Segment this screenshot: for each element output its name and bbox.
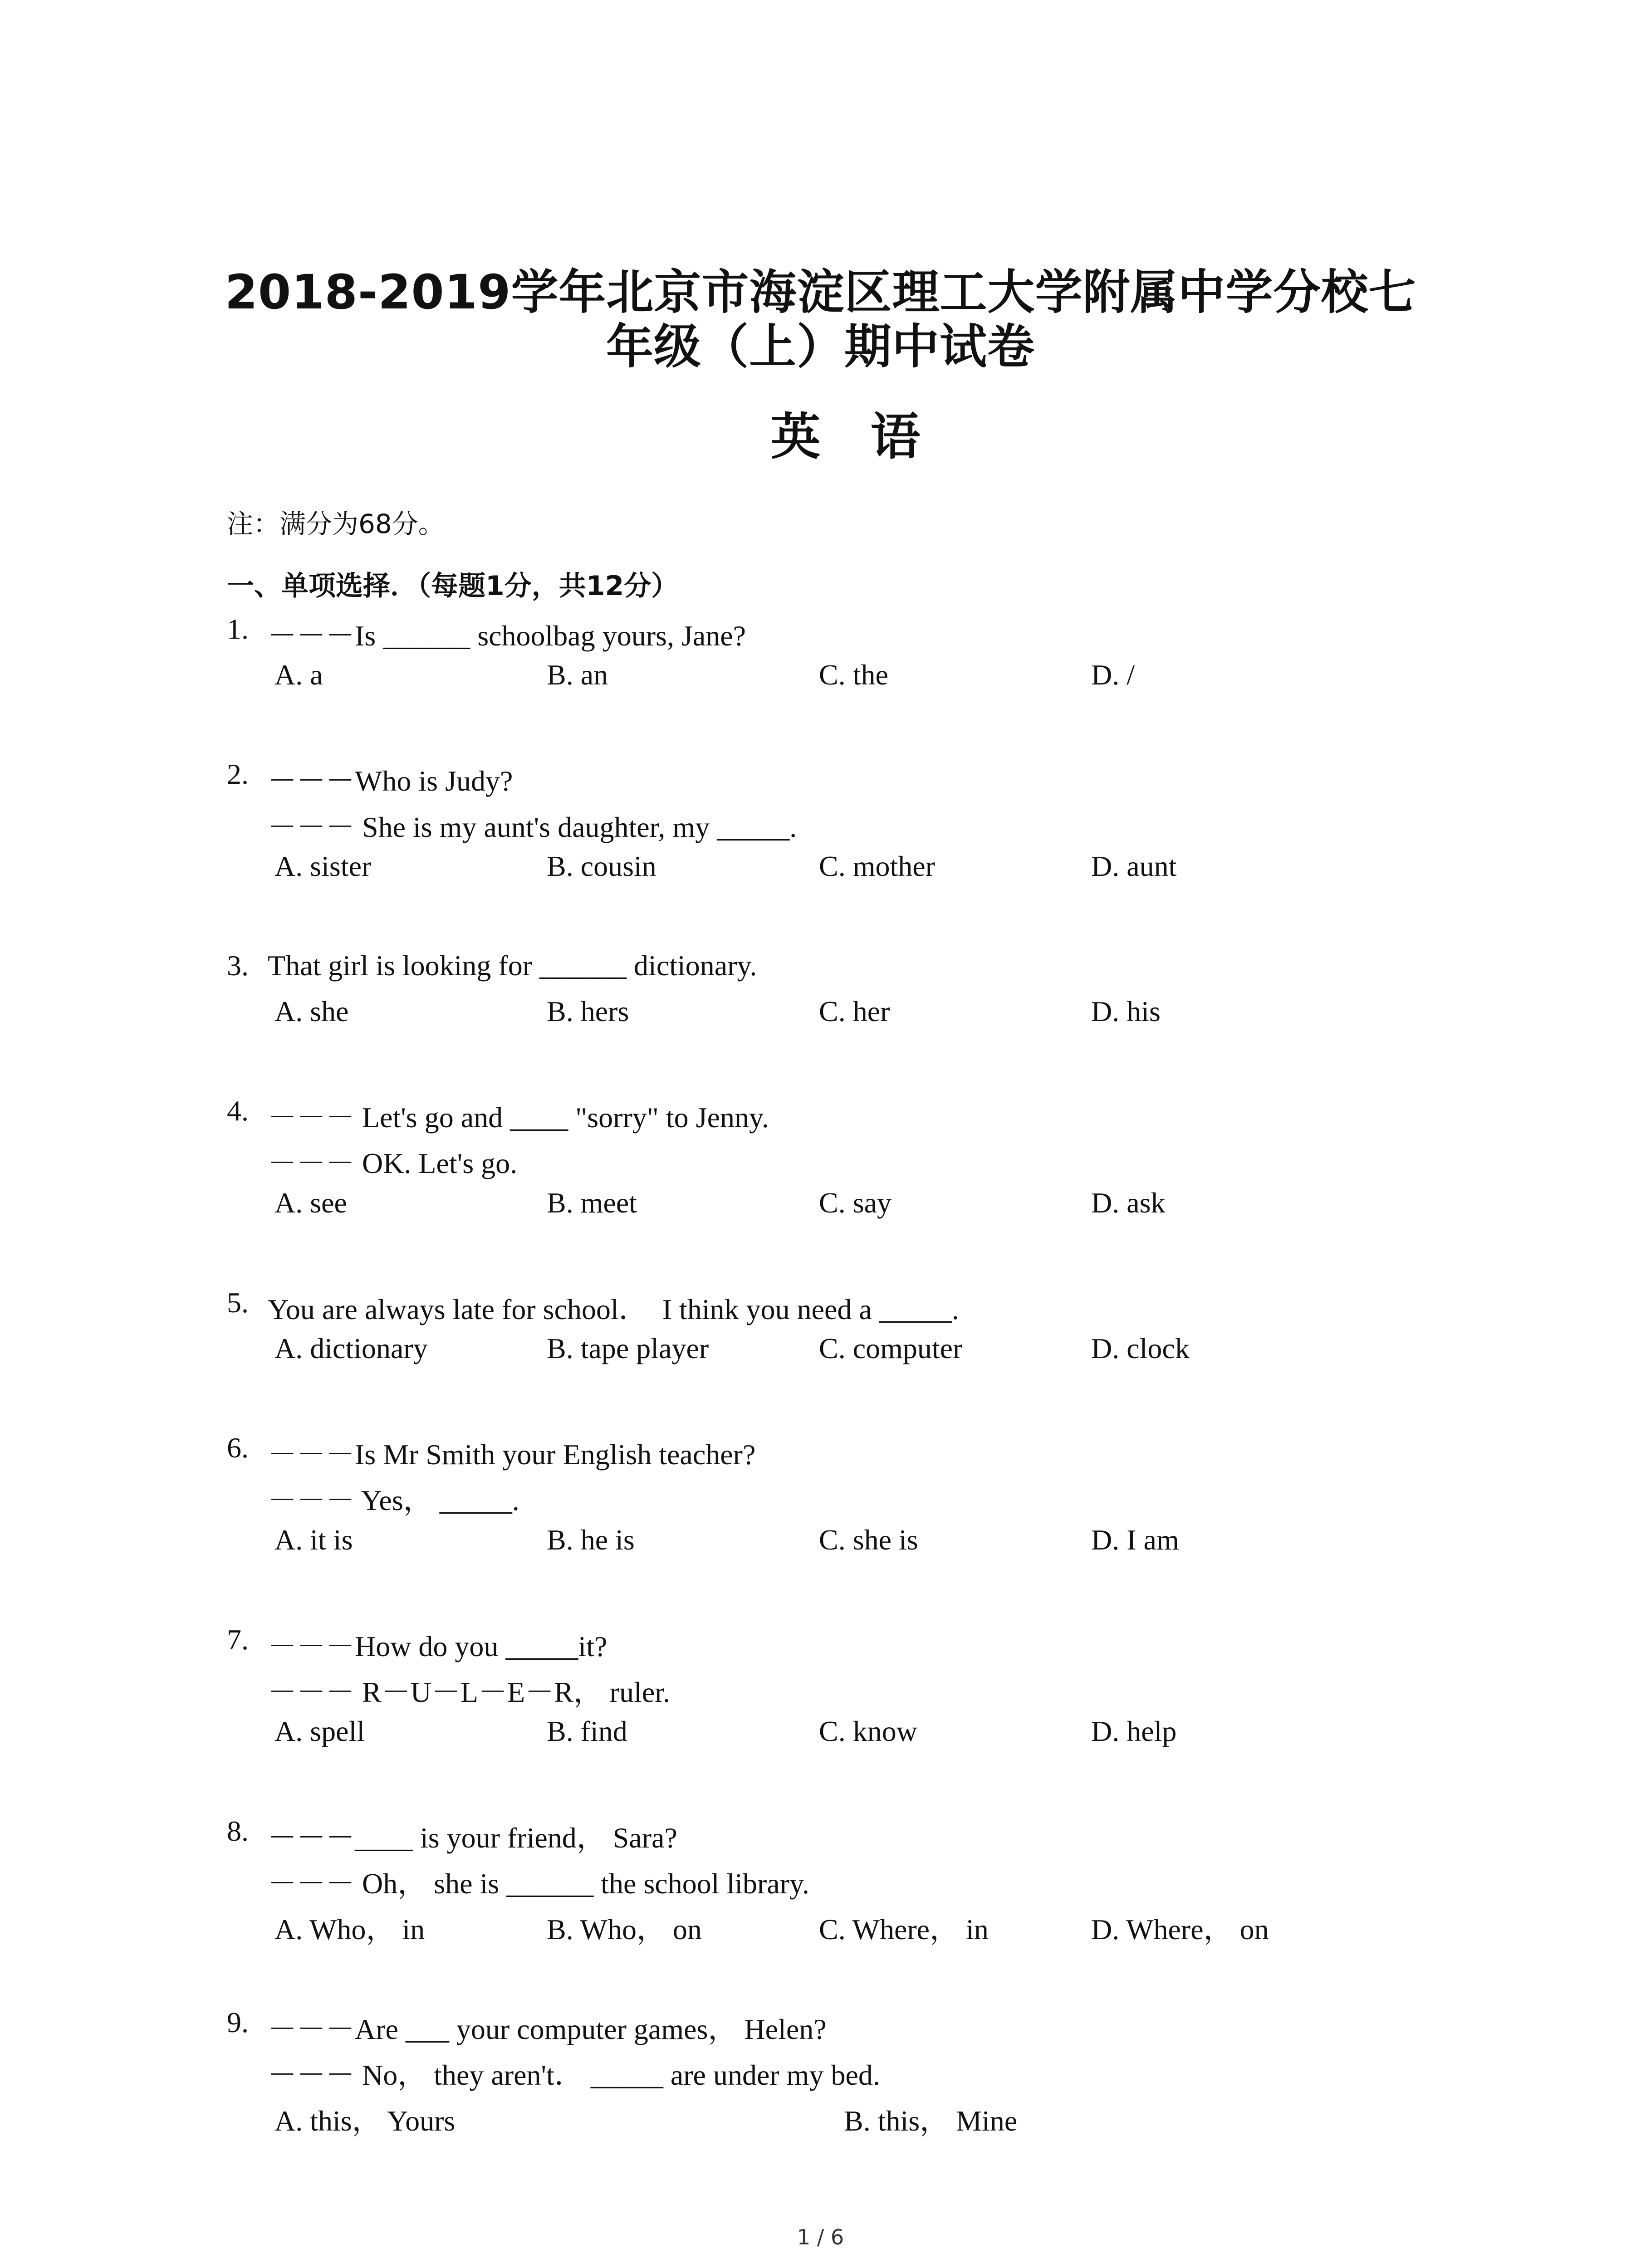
question-stem-line2: －－－ No， they aren't． _____ are under my bed. xyxy=(268,2059,880,2091)
question-stem-line2: －－－ Yes， _____. xyxy=(268,1484,519,1516)
option-c: C. her xyxy=(819,995,890,1027)
question-stem-line2: －－－ Oh， she is ______ the school library. xyxy=(268,1867,809,1900)
question-number: 9. xyxy=(227,2006,249,2038)
option-c: C. the xyxy=(819,659,888,691)
page-indicator: 1 / 6 xyxy=(797,2225,844,2249)
question-stem: You are always late for school． I think you need a _____. xyxy=(268,1293,959,1325)
option-a: A. spell xyxy=(274,1715,365,1747)
question-number: 8. xyxy=(227,1815,249,1847)
option-d: D. clock xyxy=(1091,1332,1190,1364)
question-number: 6. xyxy=(227,1432,249,1464)
question-stem-line2: －－－ R－U－L－E－R， ruler. xyxy=(268,1676,671,1708)
option-b: B. tape player xyxy=(547,1332,709,1364)
question-number: 4. xyxy=(227,1095,249,1127)
option-a: A. sister xyxy=(274,850,372,882)
question-number: 7. xyxy=(227,1623,249,1656)
option-b: B. find xyxy=(547,1715,627,1747)
option-d: D. / xyxy=(1091,659,1135,691)
question-stem: －－－How do you _____it? xyxy=(268,1630,607,1662)
question-stem: －－－ Let's go and ____ "sorry" to Jenny. xyxy=(268,1101,769,1134)
option-b: B. this， Mine xyxy=(844,2105,1018,2137)
option-a: A. it is xyxy=(274,1524,353,1556)
question-stem: －－－____ is your friend， Sara? xyxy=(268,1822,677,1854)
option-c: C. she is xyxy=(819,1524,918,1556)
option-d: D. Where， on xyxy=(1091,1913,1269,1945)
question-stem-line2: －－－ She is my aunt's daughter, my _____. xyxy=(268,811,797,843)
score-note: 注：满分为68分。 xyxy=(227,508,445,539)
exam-title-line2: 年级（上）期中试卷 xyxy=(606,319,1035,374)
option-b: B. meet xyxy=(547,1187,637,1219)
option-a: A. a xyxy=(274,659,323,691)
option-d: D. aunt xyxy=(1091,850,1177,882)
question-stem-line2: －－－ OK. Let's go. xyxy=(268,1147,518,1179)
option-b: B. cousin xyxy=(547,850,656,882)
option-c: C. mother xyxy=(819,850,935,882)
exam-title-line1: 2018-2019学年北京市海淀区理工大学附属中学分校七 xyxy=(225,264,1416,320)
subject-heading: 英语 xyxy=(770,408,970,466)
question-stem: －－－Who is Judy? xyxy=(268,765,513,797)
section-title: 一、单项选择．（每题1分，共12分） xyxy=(227,570,679,602)
question-stem: －－－Are ___ your computer games， Helen? xyxy=(268,2013,827,2045)
option-c: C. computer xyxy=(819,1332,963,1364)
question-number: 5. xyxy=(227,1286,249,1319)
option-c: C. know xyxy=(819,1715,917,1747)
option-d: D. I am xyxy=(1091,1524,1179,1556)
option-c: C. Where， in xyxy=(819,1913,989,1945)
question-stem: That girl is looking for ______ dictionary. xyxy=(268,949,757,982)
option-b: B. Who， on xyxy=(547,1913,702,1945)
question-number: 3. xyxy=(227,949,249,982)
option-a: A. this， Yours xyxy=(274,2105,456,2137)
option-a: A. Who， in xyxy=(274,1913,425,1945)
option-a: A. see xyxy=(274,1187,347,1219)
option-d: D. ask xyxy=(1091,1187,1166,1219)
question-number: 2. xyxy=(227,758,249,790)
option-a: A. dictionary xyxy=(274,1332,428,1364)
question-stem: －－－Is Mr Smith your English teacher? xyxy=(268,1438,756,1471)
option-b: B. an xyxy=(547,659,608,691)
option-d: D. his xyxy=(1091,995,1161,1027)
question-number: 1. xyxy=(227,613,249,645)
option-a: A. she xyxy=(274,995,349,1027)
option-c: C. say xyxy=(819,1187,892,1219)
option-d: D. help xyxy=(1091,1715,1177,1747)
option-b: B. he is xyxy=(547,1524,635,1556)
question-stem: －－－Is ______ schoolbag yours, Jane? xyxy=(268,620,746,652)
option-b: B. hers xyxy=(547,995,629,1027)
